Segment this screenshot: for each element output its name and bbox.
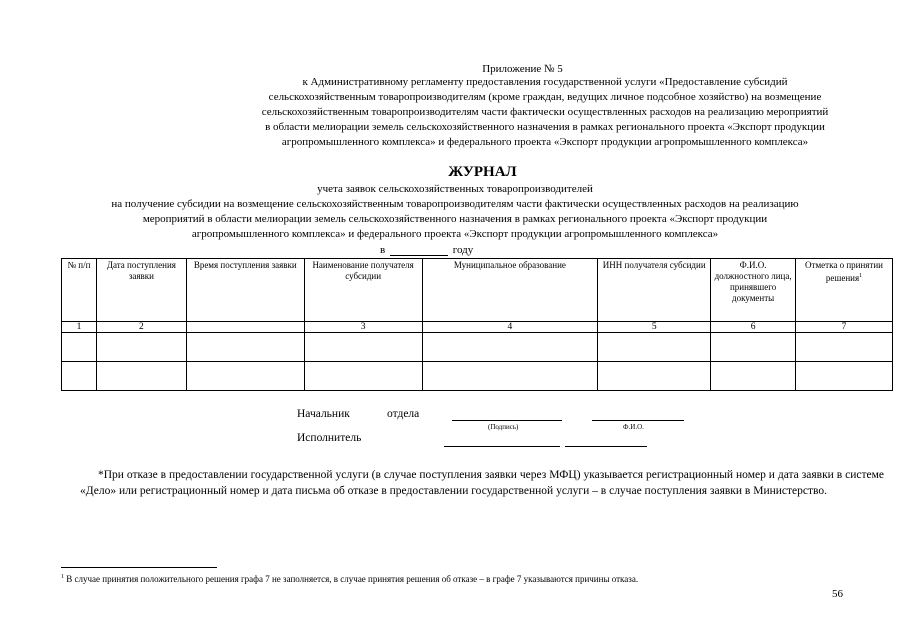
name-line[interactable] [592,420,684,421]
table-number-row [62,322,893,333]
footnote [61,574,638,584]
executor-name-line[interactable] [565,446,647,447]
table-cell[interactable] [304,362,422,391]
appendix-line: в области мелиорации земель сельскохозяйственного назначения в рамках регионального проекта «Экспорт продукции [265,121,825,133]
table-cell[interactable] [96,333,186,362]
table-cell[interactable] [711,333,796,362]
table-row [62,362,893,391]
header-cell: Время поступления заявки [186,259,304,322]
signature-caption: (Подпись) [488,423,519,431]
table-cell[interactable] [422,333,598,362]
appendix-line: агропромышленного комплекса» и федерального проекта «Экспорт продукции агропромышленного комплекса» [281,136,809,148]
header-cell: ИНН получателя субсидии [598,259,711,322]
column-number: 6 [711,322,796,333]
table-header-row [62,259,893,322]
header-cell: № п/п [62,259,97,322]
page-number: 56 [832,588,843,600]
table-cell[interactable] [598,333,711,362]
table-cell[interactable] [711,362,796,391]
journal-subtitle [60,182,850,242]
name-caption: Ф.И.О. [623,423,644,431]
header-cell: Муниципальное образование [422,259,598,322]
table-cell[interactable] [62,362,97,391]
table-cell[interactable] [62,333,97,362]
column-number: 1 [62,322,97,333]
footnote-divider [61,567,217,568]
year-suffix: году [452,244,474,256]
footnote-text: В случае принятия положительного решения графа 7 не заполняется, в случае принятия решения об отказе – в графе 7 указываются причины отказа. [64,574,639,584]
journal-title: ЖУРНАЛ [448,164,517,180]
appendix-line: сельскохозяйственным товаропроизводителям (кроме граждан, ведущих личное подсобное хозяйство) на возмещение [268,91,822,103]
table-cell[interactable] [796,362,893,391]
appendix-line: к Административному регламенту предоставления государственной услуги «Предоставление субсидий [302,76,788,88]
header-cell: Дата поступления заявки [96,259,186,322]
column-number: 3 [304,322,422,333]
table-cell[interactable] [598,362,711,391]
year-prefix: в [380,244,386,256]
signature-line[interactable] [452,420,562,421]
journal-subtitle-line: учета заявок сельскохозяйственных товаропроизводителей [317,183,593,195]
column-number: 2 [96,322,186,333]
department-label: отдела [387,408,420,420]
footnote-mark: 1 [61,574,64,580]
column-number: 5 [598,322,711,333]
table-cell[interactable] [186,362,304,391]
table-cell[interactable] [422,362,598,391]
journal-subtitle-line: на получение субсидии на возмещение сельскохозяйственным товаропроизводителям части фактически осуществленных расходов на реализацию [111,198,799,210]
year-line [380,244,473,256]
executor-label: Исполнитель [297,432,362,444]
table-cell[interactable] [304,333,422,362]
table-cell[interactable] [186,333,304,362]
year-blank[interactable] [390,245,448,256]
appendix-line: сельскохозяйственным товаропроизводителям части фактически осуществленных расходов на реализацию мероприятий [261,106,829,118]
table-cell[interactable] [96,362,186,391]
refusal-note: *При отказе в предоставлении государственной услуги (в случае поступления заявки через МФЦ) указывается регистрационный номер и дата заявки в системе «Дело» или регистрационный номер и дата письма об отказе в предоставлении государственной услуги – в случае поступления заявки в Министерство. [80,469,884,497]
appendix-text [200,75,890,150]
header-cell [796,259,893,322]
journal-subtitle-line: агропромышленного комплекса» и федерального проекта «Экспорт продукции агропромышленного комплекса» [191,228,719,240]
journal-table [61,258,893,391]
column-number: 4 [422,322,598,333]
header-cell-text: Отметка о принятии решения [805,260,883,283]
appendix-title: Приложение № 5 [482,63,563,75]
header-cell: Ф.И.О. должностного лица, принявшего документы [711,259,796,322]
executor-signature-line[interactable] [444,446,560,447]
header-cell: Наименование получателя субсидии [304,259,422,322]
journal-subtitle-line: мероприятий в области мелиорации земель сельскохозяйственного назначения в рамках регионального проекта «Экспорт продукции [142,213,768,225]
table-row [62,333,893,362]
table-cell[interactable] [796,333,893,362]
chief-label: Начальник [297,408,350,420]
column-number: 7 [796,322,893,333]
column-number [186,322,304,333]
footnote-ref: 1 [859,273,863,279]
